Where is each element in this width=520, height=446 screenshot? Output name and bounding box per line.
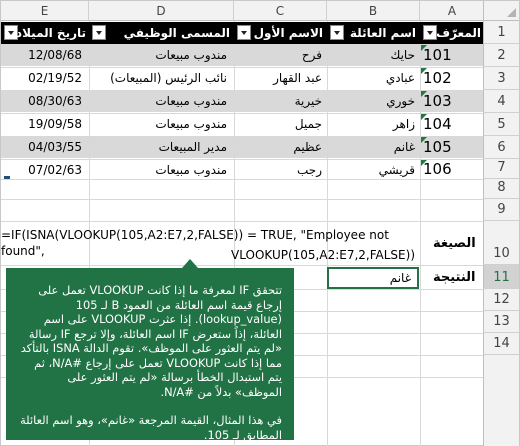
column-header-e[interactable]: E (1, 1, 89, 21)
formula-label: الصيغة (433, 236, 476, 251)
column-header-a[interactable]: A (420, 1, 485, 21)
cell-first-name[interactable]: فرح (301, 48, 322, 62)
formula-text-line-1[interactable]: =IF(ISNA(VLOOKUP(105,A2:E7,2,FALSE)) = TRUE, "Employee not found", (1, 228, 389, 258)
result-cell-selected[interactable]: غانم (327, 267, 419, 289)
cell-birth-date[interactable]: 02/19/52 (28, 71, 82, 85)
cell-last-name[interactable]: عبادي (385, 71, 415, 85)
row-header[interactable]: 12 (483, 289, 519, 311)
cell-id[interactable]: 106 (423, 160, 452, 178)
row-header[interactable]: 9 (483, 199, 519, 221)
header-birth-date[interactable]: تاريخ الميلاد (1, 22, 89, 44)
cell-birth-date[interactable]: 19/09/58 (28, 117, 82, 131)
row-header-blank (483, 355, 519, 446)
row-header[interactable]: 6 (483, 136, 519, 159)
filter-dropdown-icon[interactable] (237, 25, 251, 40)
cell-id[interactable]: 105 (423, 138, 452, 156)
filter-dropdown-icon[interactable] (330, 25, 344, 40)
error-indicator-icon (421, 114, 427, 120)
cell-birth-date[interactable]: 07/02/63 (28, 163, 82, 177)
cell-job-title[interactable]: مندوب مبيعات (155, 94, 227, 108)
cell-first-name[interactable]: رجب (297, 163, 322, 177)
error-indicator-icon (421, 91, 427, 97)
row-header[interactable]: 10 (483, 221, 519, 265)
filter-dropdown-icon[interactable] (92, 25, 106, 40)
formula-text-line-2[interactable]: VLOOKUP(105,A2:E7,2,FALSE)) (231, 248, 415, 262)
error-indicator-icon (421, 137, 427, 143)
cell-id[interactable]: 103 (423, 92, 452, 110)
explanation-callout (6, 268, 294, 440)
cell-job-title[interactable]: مدير المبيعات (158, 140, 227, 154)
header-first-name[interactable]: الاسم الأول (234, 22, 327, 44)
cell-last-name[interactable]: غانم (393, 140, 415, 154)
header-job-title[interactable]: المسمى الوظيفي (89, 22, 234, 44)
callout-paragraph: تتحقق IF لمعرفة ما إذا كانت VLOOKUP تعمل على إرجاع قيمة اسم العائلة من العمود B لـ 105 (lookup_value). إذا عثرت VLOOKUP على اسم العائلة، إذاً ستعرض IF اسم العائلة، وإلا ترجع IF رسالة «لم يتم العثور على الموظف». تقوم الدالة ISNA بالتأكد مما إذا كانت VLOOKUP تعمل على إرجاع #N/A، ثم يتم استبدال الخطأ برسالة «لم يتم العثور على الموظف» بدلاً من #N/A. (20, 283, 282, 399)
cell-first-name[interactable]: جميل (294, 117, 322, 131)
cell-last-name[interactable]: قريشي (378, 163, 415, 177)
error-indicator-icon (421, 160, 427, 166)
row-header[interactable]: 1 (483, 21, 519, 44)
cell-first-name[interactable]: عظيم (293, 140, 322, 154)
cell-last-name[interactable]: خوري (386, 94, 415, 108)
row-header[interactable]: 2 (483, 44, 519, 67)
column-header-d[interactable]: D (89, 1, 234, 21)
cell-birth-date[interactable]: 08/30/63 (28, 94, 82, 108)
cell-job-title[interactable]: مندوب مبيعات (155, 48, 227, 62)
row-header[interactable]: 8 (483, 179, 519, 199)
row-header[interactable]: 5 (483, 113, 519, 136)
cell-id[interactable]: 102 (423, 69, 452, 87)
row-header[interactable]: 14 (483, 333, 519, 355)
error-indicator-icon (421, 45, 427, 51)
header-id[interactable]: المعرّف (420, 22, 485, 44)
result-label: النتيجة (433, 270, 476, 285)
row-header[interactable]: 7 (483, 159, 519, 179)
row-header[interactable]: 13 (483, 311, 519, 333)
cell-id[interactable]: 104 (423, 115, 452, 133)
row-header-selected[interactable]: 11 (483, 265, 519, 289)
cell-first-name[interactable]: خيرية (294, 94, 322, 108)
cell-job-title[interactable]: نائب الرئيس (المبيعات) (110, 71, 227, 85)
column-header-c[interactable]: C (234, 1, 327, 21)
select-all-button[interactable] (483, 1, 519, 21)
error-indicator-icon (421, 68, 427, 74)
table-resize-handle-icon[interactable] (4, 176, 10, 179)
cell-first-name[interactable]: عبد القهار (273, 71, 322, 85)
cell-job-title[interactable]: مندوب مبيعات (155, 117, 227, 131)
cell-id[interactable]: 101 (423, 46, 452, 64)
cell-last-name[interactable]: زاهر (392, 117, 415, 131)
column-header-b[interactable]: B (327, 1, 420, 21)
cell-last-name[interactable]: حايك (390, 48, 415, 62)
row-header[interactable]: 3 (483, 67, 519, 90)
cell-birth-date[interactable]: 12/08/68 (28, 48, 82, 62)
cell-birth-date[interactable]: 04/03/55 (28, 140, 82, 154)
filter-dropdown-icon[interactable] (423, 25, 437, 40)
row-header[interactable]: 4 (483, 90, 519, 113)
cell-job-title[interactable]: مندوب مبيعات (155, 163, 227, 177)
callout-paragraph: في هذا المثال، القيمة المرجعة «غانم»، وهو اسم العائلة المطابق لـ 105. (20, 413, 282, 442)
header-last-name[interactable]: اسم العائلة (327, 22, 420, 44)
